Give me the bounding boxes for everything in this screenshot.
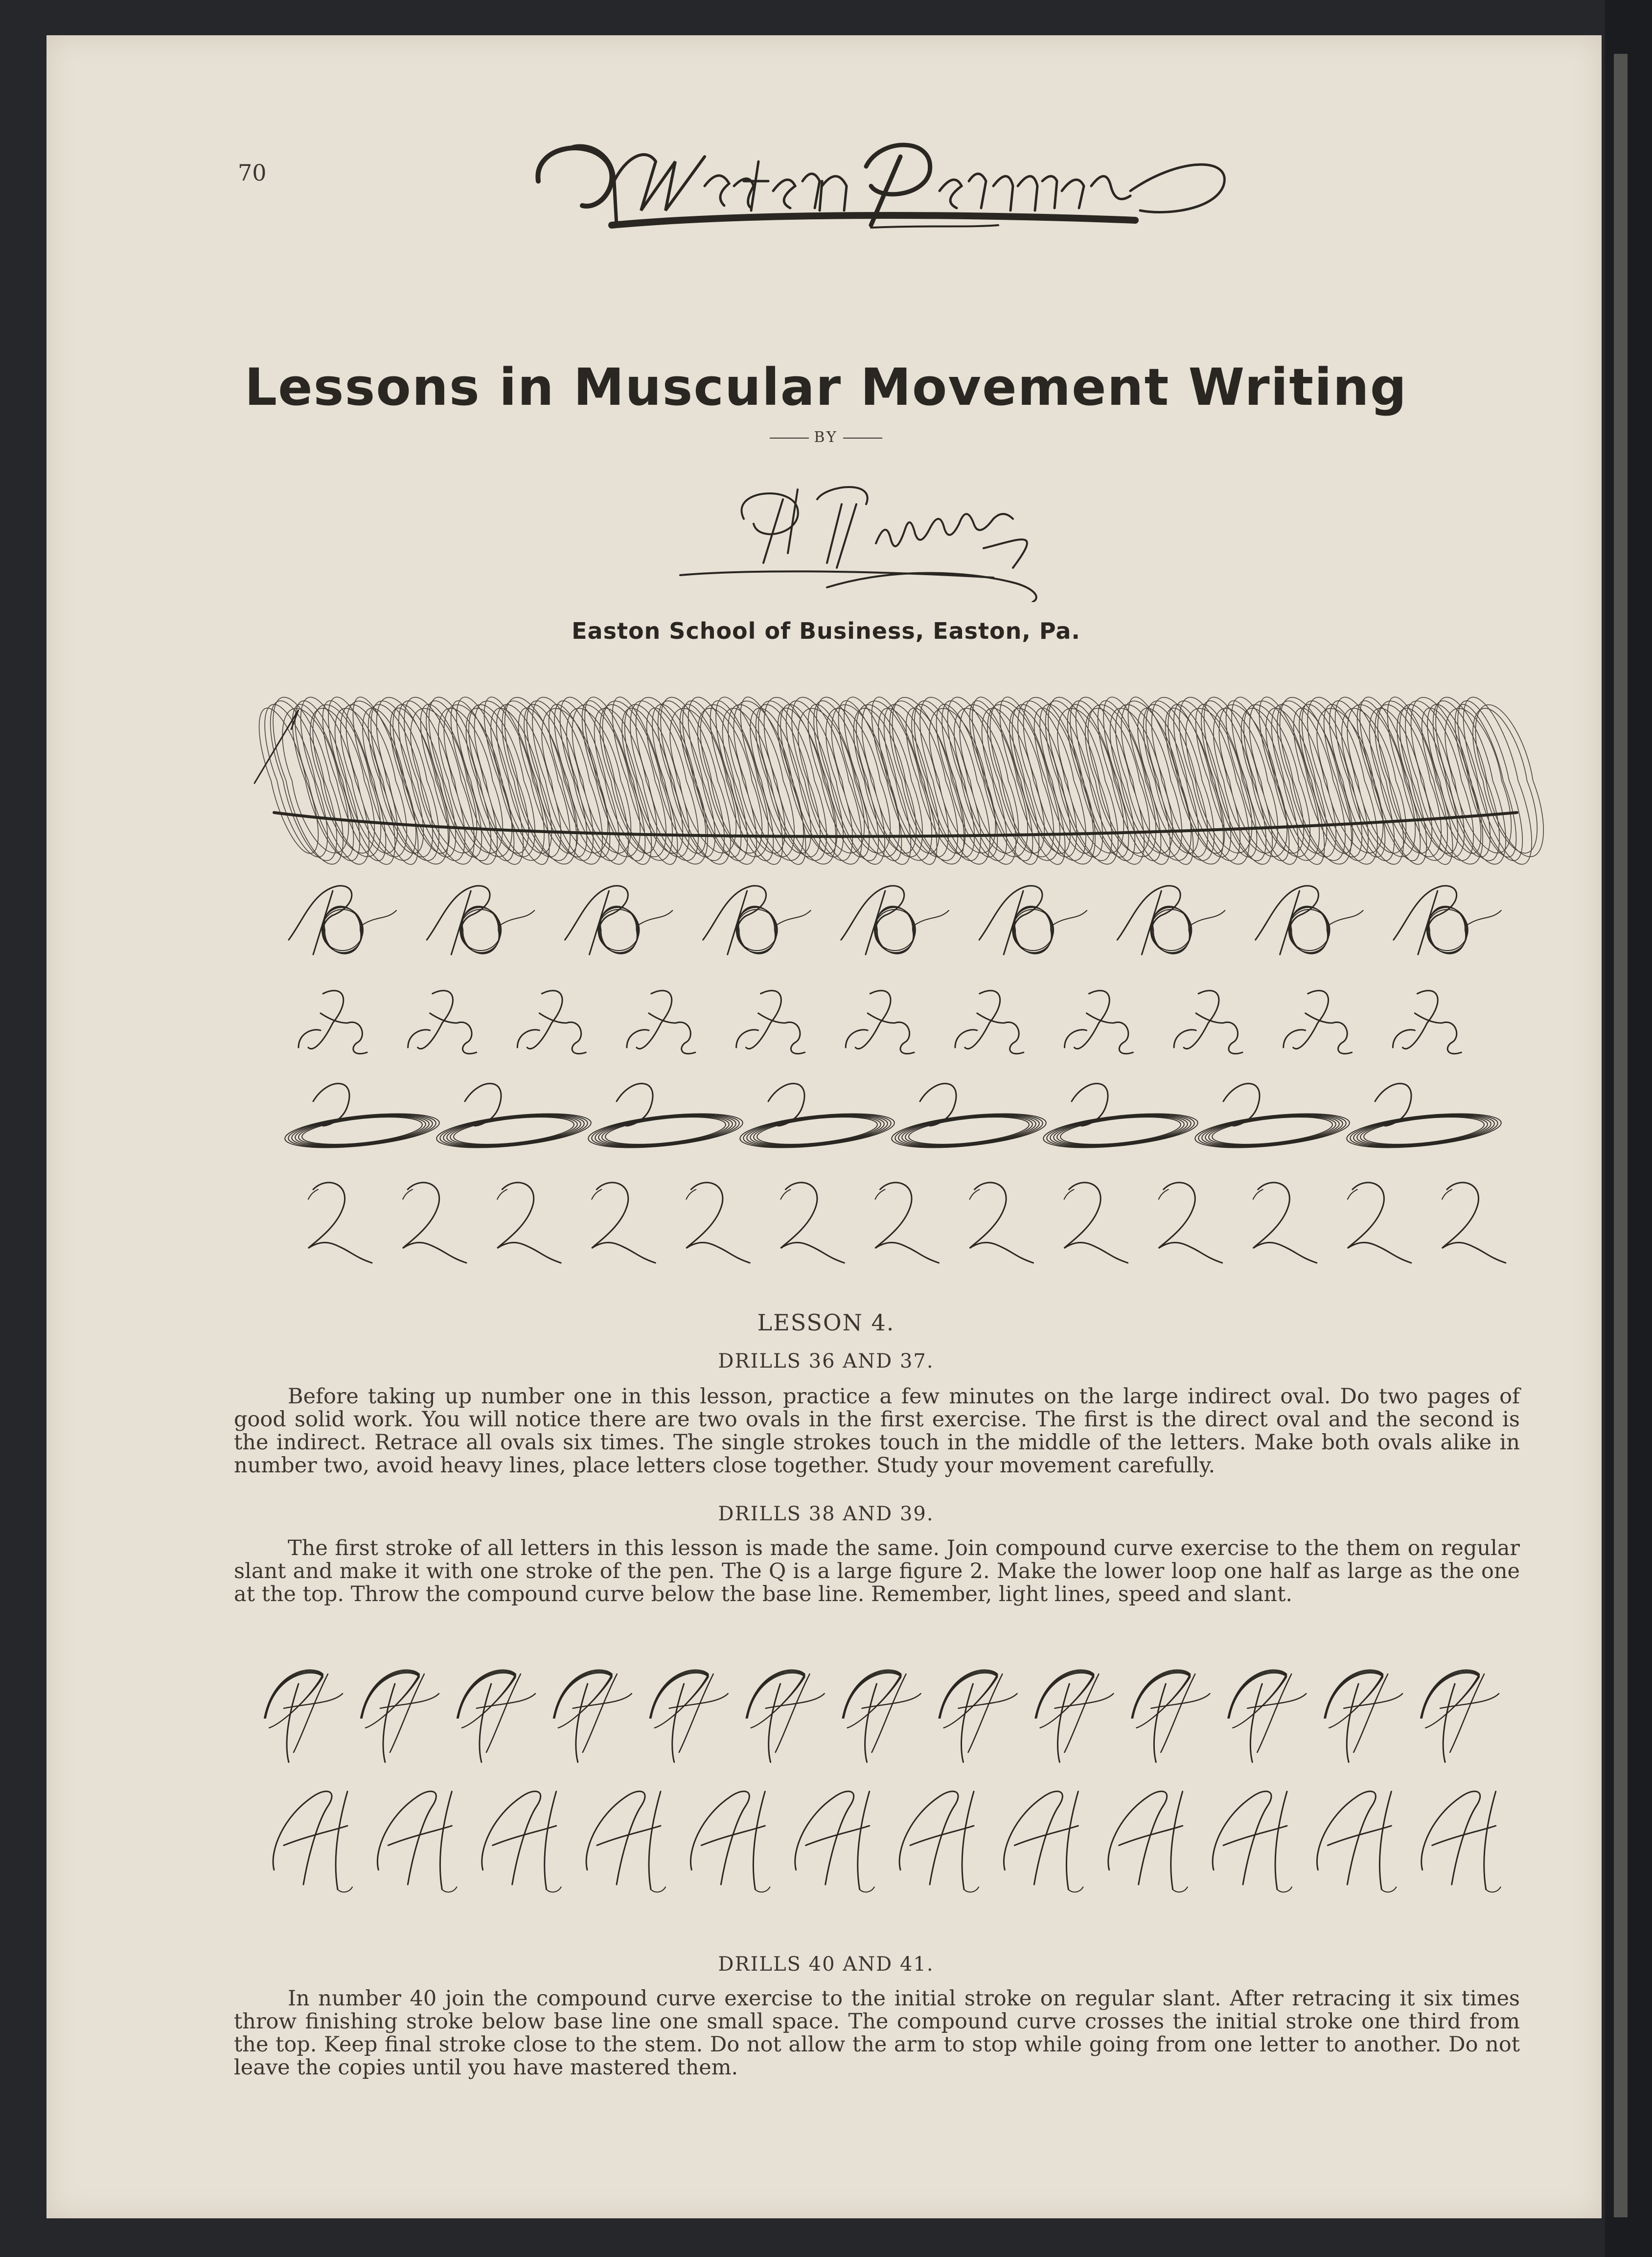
pen-stroke bbox=[1060, 1117, 1181, 1144]
drill-letter bbox=[795, 1792, 874, 1892]
pen-stroke bbox=[477, 1674, 535, 1752]
pen-stroke bbox=[736, 991, 805, 1054]
lesson-heading: LESSON 4. bbox=[757, 1309, 895, 1336]
pen-stroke bbox=[1250, 1684, 1262, 1762]
pen-stroke bbox=[287, 1684, 298, 1762]
pen-stroke bbox=[1057, 1684, 1069, 1762]
pen-stroke bbox=[517, 991, 586, 1054]
pen-stroke bbox=[1247, 1674, 1306, 1752]
pen-stroke bbox=[443, 1115, 584, 1146]
pen-stroke bbox=[910, 1792, 974, 1889]
oval-join-drill bbox=[274, 871, 1527, 964]
pen-stroke bbox=[308, 1183, 372, 1263]
pen-stroke bbox=[595, 1115, 736, 1146]
pen-stroke bbox=[1202, 1115, 1343, 1146]
q-letter-drill bbox=[284, 1175, 1522, 1273]
pen-stroke bbox=[1277, 1887, 1292, 1892]
drill-letter bbox=[841, 886, 949, 954]
drill-letter bbox=[1256, 886, 1363, 954]
pen-stroke bbox=[846, 991, 914, 1054]
drill-letter bbox=[1117, 886, 1225, 954]
drill-letter bbox=[1064, 1183, 1128, 1263]
pen-stroke bbox=[284, 1792, 347, 1889]
pen-stroke bbox=[383, 1684, 395, 1762]
pen-stroke bbox=[755, 1887, 770, 1892]
pen-stroke bbox=[844, 1673, 901, 1728]
pen-stroke bbox=[403, 1183, 466, 1263]
pen-stroke bbox=[1289, 909, 1330, 951]
drill-letter bbox=[1228, 1670, 1306, 1762]
drill-letter bbox=[1159, 1183, 1222, 1263]
pen-stroke bbox=[1229, 1673, 1286, 1728]
drill-letter bbox=[1213, 1792, 1292, 1892]
drill-letter bbox=[1284, 991, 1352, 1054]
pen-stroke bbox=[1213, 1792, 1271, 1885]
pen-stroke bbox=[964, 1887, 979, 1892]
drill-letter bbox=[264, 1670, 343, 1762]
pen-stroke bbox=[292, 1115, 433, 1146]
pen-stroke bbox=[605, 1117, 726, 1144]
pen-stroke bbox=[1253, 1183, 1317, 1263]
pen-stroke bbox=[1068, 1887, 1083, 1892]
pen-stroke bbox=[1348, 1183, 1411, 1263]
drill-letter bbox=[377, 1792, 457, 1892]
pen-stroke bbox=[1108, 1792, 1167, 1885]
pen-stroke bbox=[1054, 1116, 1188, 1145]
drill-letter bbox=[843, 1670, 921, 1762]
author-signature bbox=[670, 470, 1111, 602]
drill-letter bbox=[1317, 1792, 1396, 1892]
pen-stroke bbox=[1326, 1673, 1383, 1728]
pen-stroke bbox=[1205, 1116, 1339, 1145]
pen-stroke bbox=[1159, 1189, 1169, 1199]
pen-stroke bbox=[1357, 1116, 1491, 1145]
pen-stroke bbox=[547, 1887, 561, 1892]
pen-stroke bbox=[1036, 1673, 1094, 1728]
page-number: 70 bbox=[238, 160, 267, 186]
pen-stroke bbox=[454, 1117, 574, 1144]
pen-stroke bbox=[754, 1117, 881, 1145]
pen-stroke bbox=[338, 1887, 352, 1892]
drill-letter bbox=[686, 1183, 750, 1263]
drill-letter bbox=[308, 1183, 372, 1263]
pen-stroke bbox=[1381, 1887, 1396, 1892]
school-affiliation: Easton School of Business, Easton, Pa. bbox=[572, 618, 1080, 644]
drills-label-1: DRILLS 36 AND 37. bbox=[718, 1350, 934, 1373]
drill-letter bbox=[403, 1183, 466, 1263]
pen-stroke bbox=[1119, 1792, 1183, 1889]
pen-stroke bbox=[289, 886, 352, 954]
drill-letter bbox=[361, 1670, 439, 1762]
byline bbox=[0, 429, 1652, 446]
pen-stroke bbox=[500, 910, 534, 925]
drill-letter bbox=[588, 1084, 743, 1148]
byline-rule-right bbox=[843, 438, 882, 439]
pen-stroke bbox=[1209, 1117, 1336, 1145]
drill-letter bbox=[1442, 1183, 1506, 1263]
drill-letter bbox=[1253, 1183, 1317, 1263]
drill-letter bbox=[955, 991, 1024, 1054]
pen-stroke bbox=[1443, 1684, 1455, 1762]
pen-stroke bbox=[273, 1792, 332, 1885]
pen-stroke bbox=[875, 1189, 885, 1199]
drill-letter bbox=[939, 1670, 1017, 1762]
drill-letter bbox=[1324, 1670, 1402, 1762]
drill-letter bbox=[1004, 1792, 1083, 1892]
drill-letter bbox=[1393, 991, 1461, 1054]
pen-stroke bbox=[442, 1887, 457, 1892]
pen-stroke bbox=[1317, 1792, 1376, 1885]
pen-stroke bbox=[302, 1117, 422, 1144]
retraced-oval-group bbox=[259, 697, 1544, 864]
pen-stroke bbox=[780, 1183, 844, 1263]
drill-letter bbox=[740, 1084, 895, 1148]
drill-letter bbox=[408, 991, 477, 1054]
h-retraced-drill bbox=[245, 1654, 1507, 1767]
pen-stroke bbox=[388, 1792, 452, 1889]
pen-stroke bbox=[555, 1673, 612, 1728]
pen-stroke bbox=[602, 1117, 729, 1145]
pen-stroke bbox=[898, 1115, 1039, 1146]
drill-letter bbox=[746, 1670, 825, 1762]
pen-stroke bbox=[958, 1674, 1017, 1752]
pen-stroke bbox=[1064, 1189, 1074, 1199]
pen-stroke bbox=[1393, 991, 1461, 1054]
pen-stroke bbox=[1284, 991, 1352, 1054]
pen-stroke bbox=[638, 910, 672, 925]
retraced-oval-strokes bbox=[259, 697, 1544, 864]
pen-stroke bbox=[450, 1117, 577, 1145]
drill-letter bbox=[703, 886, 811, 954]
pen-stroke bbox=[1053, 910, 1087, 925]
drill-letter bbox=[1064, 991, 1133, 1054]
pen-stroke bbox=[780, 1189, 790, 1199]
pen-stroke bbox=[1191, 910, 1225, 925]
pen-stroke bbox=[979, 886, 1042, 954]
drill-letter bbox=[1394, 886, 1501, 954]
pen-stroke bbox=[777, 910, 811, 925]
pen-stroke bbox=[865, 1684, 877, 1762]
pen-stroke bbox=[598, 1116, 733, 1145]
pen-stroke bbox=[298, 991, 367, 1054]
drill-letter bbox=[899, 1792, 979, 1892]
pen-stroke bbox=[427, 886, 490, 954]
pen-stroke bbox=[905, 1117, 1032, 1145]
pen-stroke bbox=[362, 910, 396, 925]
pen-stroke bbox=[874, 909, 916, 951]
pen-stroke bbox=[1174, 991, 1242, 1054]
pen-stroke bbox=[322, 909, 363, 951]
pen-stroke bbox=[597, 1792, 661, 1889]
article-title: Lessons in Muscular Movement Writing bbox=[244, 357, 1408, 417]
pen-stroke bbox=[1348, 1189, 1357, 1199]
pen-stroke bbox=[1154, 1684, 1166, 1762]
pen-stroke bbox=[298, 1117, 426, 1145]
pen-stroke bbox=[403, 1189, 413, 1199]
pen-stroke bbox=[1394, 886, 1457, 954]
drill-letter bbox=[1347, 1084, 1501, 1148]
pen-stroke bbox=[769, 1684, 780, 1762]
pen-stroke bbox=[592, 1189, 601, 1199]
pen-stroke bbox=[970, 1183, 1033, 1263]
pen-stroke bbox=[1012, 909, 1054, 951]
pen-stroke bbox=[747, 1115, 888, 1146]
drills-paragraph-1: Before taking up number one in this lesson, practice a few minutes on the large indirect oval. Do two pages of good solid work. You will notice there are two ovals in the first exercise. The first is the direct oval and the second is the indirect. Retrace all ovals six times. The single strokes touch in the middle of the letters. Make both ovals alike in number two, avoid heavy lines, place letters close together. Study your movement carefully. bbox=[234, 1384, 1520, 1478]
pen-stroke bbox=[1050, 1115, 1191, 1146]
pen-stroke bbox=[1427, 909, 1468, 951]
pen-stroke bbox=[736, 909, 778, 951]
pen-stroke bbox=[750, 1116, 884, 1145]
drill-letter bbox=[892, 1084, 1046, 1148]
pen-stroke bbox=[308, 1189, 318, 1199]
pen-stroke bbox=[1364, 1117, 1484, 1144]
pen-stroke bbox=[1256, 886, 1319, 954]
pen-stroke bbox=[1057, 1117, 1184, 1145]
h-letter-drill bbox=[254, 1777, 1517, 1894]
pen-stroke bbox=[573, 1674, 632, 1752]
pen-stroke bbox=[1440, 1674, 1499, 1752]
drill-letter bbox=[285, 1084, 439, 1148]
pen-stroke bbox=[266, 1673, 323, 1728]
pen-stroke bbox=[899, 1792, 958, 1885]
z-oval-drill bbox=[274, 1067, 1507, 1155]
pen-stroke bbox=[1004, 1792, 1062, 1885]
drill-letter bbox=[650, 1670, 728, 1762]
pen-stroke bbox=[1173, 1887, 1188, 1892]
pen-stroke bbox=[598, 909, 639, 951]
pen-stroke bbox=[748, 1673, 805, 1728]
x-stroke-drill bbox=[284, 974, 1497, 1062]
pen-stroke bbox=[651, 1887, 665, 1892]
pen-stroke bbox=[703, 886, 766, 954]
drill-letter bbox=[736, 991, 805, 1054]
drill-letter bbox=[517, 991, 586, 1054]
pen-stroke bbox=[586, 1792, 645, 1885]
pen-stroke bbox=[686, 1189, 696, 1199]
pen-stroke bbox=[1253, 1189, 1263, 1199]
pen-stroke bbox=[408, 991, 477, 1054]
pen-stroke bbox=[862, 1674, 921, 1752]
pen-stroke bbox=[1014, 1792, 1078, 1889]
pen-stroke bbox=[940, 1673, 997, 1728]
drills-label-3: DRILLS 40 AND 41. bbox=[718, 1953, 934, 1976]
pen-stroke bbox=[565, 886, 628, 954]
pen-stroke bbox=[902, 1116, 1036, 1145]
drill-letter bbox=[436, 1084, 591, 1148]
drill-letter bbox=[273, 1792, 352, 1892]
pen-stroke bbox=[690, 1792, 749, 1885]
drill-letter bbox=[690, 1792, 770, 1892]
pen-stroke bbox=[970, 1189, 980, 1199]
drill-letter bbox=[780, 1183, 844, 1263]
masthead-logo bbox=[528, 127, 1238, 240]
drill-letter bbox=[586, 1792, 665, 1892]
pen-stroke bbox=[1360, 1117, 1488, 1145]
drill-letter bbox=[1035, 1670, 1113, 1762]
drill-letter bbox=[289, 886, 396, 954]
drills-label-2: DRILLS 38 AND 39. bbox=[718, 1503, 934, 1525]
pen-stroke bbox=[362, 1673, 419, 1728]
drill-letter bbox=[875, 1183, 939, 1263]
drill-letter bbox=[846, 991, 914, 1054]
pen-stroke bbox=[766, 1674, 825, 1752]
pen-stroke bbox=[480, 1684, 491, 1762]
pen-stroke bbox=[460, 909, 501, 951]
pen-stroke bbox=[1344, 1674, 1402, 1752]
pen-stroke bbox=[482, 1792, 541, 1885]
pen-stroke bbox=[860, 1887, 874, 1892]
drill-letter bbox=[1348, 1183, 1411, 1263]
pen-stroke bbox=[1486, 1887, 1501, 1892]
drill-letter bbox=[427, 886, 534, 954]
drill-letter bbox=[457, 1670, 535, 1762]
drill-letter bbox=[1043, 1084, 1198, 1148]
drill-letter bbox=[497, 1183, 561, 1263]
pen-stroke bbox=[757, 1117, 877, 1144]
pen-stroke bbox=[459, 1673, 516, 1728]
drill-letter bbox=[565, 886, 672, 954]
pen-stroke bbox=[576, 1684, 588, 1762]
pen-stroke bbox=[841, 886, 904, 954]
drill-letter bbox=[298, 991, 367, 1054]
pen-stroke bbox=[1133, 1673, 1190, 1728]
compound-oval-drill bbox=[245, 700, 1527, 861]
drill-letter bbox=[592, 1183, 655, 1263]
drill-letter bbox=[1174, 991, 1242, 1054]
pen-stroke bbox=[284, 1674, 343, 1752]
drill-letter bbox=[1422, 1792, 1501, 1892]
pen-stroke bbox=[1151, 1674, 1210, 1752]
pen-stroke bbox=[1329, 910, 1363, 925]
pen-stroke bbox=[493, 1792, 556, 1889]
pen-stroke bbox=[1347, 1684, 1358, 1762]
pen-stroke bbox=[1064, 991, 1133, 1054]
pen-stroke bbox=[295, 1116, 429, 1145]
pen-stroke bbox=[497, 1183, 561, 1263]
pen-stroke bbox=[497, 1189, 507, 1199]
drills-paragraph-2: The first stroke of all letters in this lesson is made the same. Join compound curve exercise to the them on regular slant and make it with one stroke of the pen. The Q is a large figure 2. Make the lower loop one half as large as the one at the top. Throw the compound curve below the base line. Remember, light lines, speed and slant. bbox=[234, 1536, 1520, 1606]
pen-stroke bbox=[592, 1183, 655, 1263]
pen-stroke bbox=[1467, 910, 1501, 925]
pen-stroke bbox=[1442, 1189, 1452, 1199]
scan-edge bbox=[1605, 0, 1652, 2257]
drill-letter bbox=[1195, 1084, 1350, 1148]
drill-letter bbox=[970, 1183, 1033, 1263]
drills-paragraph-3: In number 40 join the compound curve exercise to the initial stroke on regular slant. After retracing it six times throw finishing stroke below base line one small space. The compound curve crosses the initial stroke one third from the top. Keep final stroke close to the stem. Do not allow the arm to stop while going from one letter to another. Do not leave the copies until you have mastered them. bbox=[234, 1986, 1520, 2080]
pen-stroke bbox=[1223, 1792, 1287, 1889]
drill-letter bbox=[482, 1792, 561, 1892]
pen-stroke bbox=[1212, 1117, 1332, 1144]
pen-stroke bbox=[1442, 1183, 1506, 1263]
pen-stroke bbox=[909, 1117, 1029, 1144]
drill-letter bbox=[627, 991, 695, 1054]
pen-stroke bbox=[1055, 1674, 1113, 1752]
pen-stroke bbox=[1159, 1183, 1222, 1263]
pen-stroke bbox=[955, 991, 1024, 1054]
pen-stroke bbox=[962, 1684, 973, 1762]
byline-rule-left bbox=[770, 438, 809, 439]
drill-letter bbox=[1421, 1670, 1499, 1762]
pen-stroke bbox=[1422, 1792, 1480, 1885]
drill-letter bbox=[553, 1670, 632, 1762]
pen-stroke bbox=[669, 1674, 728, 1752]
pen-stroke bbox=[651, 1673, 709, 1728]
pen-stroke bbox=[686, 1183, 750, 1263]
pen-stroke bbox=[1354, 1115, 1494, 1146]
pen-stroke bbox=[377, 1792, 436, 1885]
pen-stroke bbox=[701, 1792, 765, 1889]
pen-stroke bbox=[1150, 909, 1192, 951]
pen-stroke bbox=[806, 1792, 870, 1889]
pen-stroke bbox=[1328, 1792, 1391, 1889]
pen-stroke bbox=[1064, 1183, 1128, 1263]
drill-letter bbox=[1108, 1792, 1188, 1892]
drill-letter bbox=[1131, 1670, 1210, 1762]
byline-text: BY bbox=[814, 429, 838, 446]
pen-stroke bbox=[447, 1116, 581, 1145]
pen-stroke bbox=[1432, 1792, 1496, 1889]
drill-letter bbox=[979, 886, 1087, 954]
pen-stroke bbox=[627, 991, 695, 1054]
pen-stroke bbox=[915, 910, 949, 925]
pen-stroke bbox=[795, 1792, 854, 1885]
pen-stroke bbox=[875, 1183, 939, 1263]
pen-stroke bbox=[672, 1684, 684, 1762]
pen-stroke bbox=[1117, 886, 1180, 954]
pen-stroke bbox=[380, 1674, 439, 1752]
pen-stroke bbox=[1422, 1673, 1479, 1728]
